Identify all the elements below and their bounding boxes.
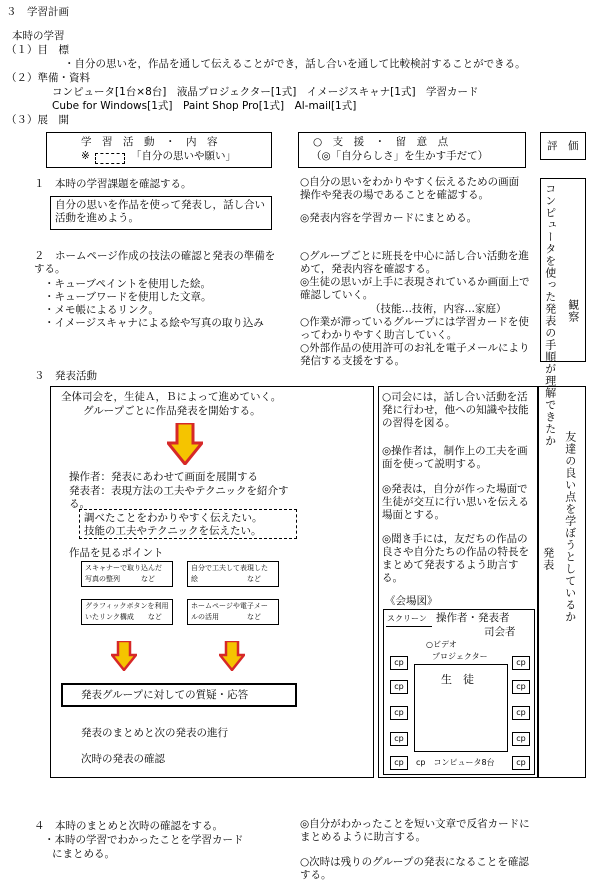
- step3-operator: 操作者：発表にあわせて画面を展開する: [69, 471, 258, 483]
- step1-title: １ 本時の学習課題を確認する。: [34, 178, 192, 190]
- step3-activity-box: [50, 386, 374, 778]
- step4-title: ４ 本時のまとめと次時の確認をする。: [34, 820, 223, 832]
- step2-support-1: ○グループごとに班長を中心に話し合い活動を進めて，発表内容を確認する。: [300, 250, 529, 276]
- step1-support-1: ○自分の思いをわかりやすく伝えるための画面操作や発表の場であることを確認する。: [300, 176, 520, 202]
- step3-support-3: ◎発表は，自分が作った場面で生徒が交互に行い思いを伝える場面とする。: [382, 483, 529, 522]
- venue-cp-label: cp コンピュータ8台: [416, 758, 495, 767]
- development-label: （３）展 開: [6, 114, 69, 126]
- computer-icon: cp: [390, 732, 408, 746]
- activity-header-title: 学 習 活 動 ・ 内 容: [81, 136, 218, 148]
- step4-line-3: にまとめる。: [52, 848, 115, 860]
- support-header-title: ○ 支 援 ・ 留 意 点: [313, 136, 449, 148]
- step4-support-2: ○次時は残りのグループの発表になることを確認する。: [300, 856, 529, 882]
- point-box-4: [187, 599, 279, 625]
- computer-icon: cp: [512, 732, 530, 746]
- eval1-box: [540, 178, 586, 447]
- step2-item-1: ・キューブペイントを使用した絵。: [44, 278, 212, 290]
- point-2-line-1: 自分で工夫して表現した: [191, 564, 268, 572]
- step1-support-2: ◎発表内容を学習カードにまとめる。: [300, 212, 478, 224]
- step4-line-2: ・本時の学習でわかったことを学習カード: [44, 834, 244, 846]
- point-4-line-2: ルの活用 など: [191, 613, 261, 621]
- computer-icon: cp: [390, 680, 408, 694]
- activity-header: [46, 132, 272, 168]
- eval1-method: 観察: [566, 299, 580, 323]
- step3-title: ３ 発表活動: [34, 370, 97, 382]
- point-box-1: [81, 561, 173, 587]
- eval-header: [540, 132, 586, 160]
- down-arrow-icon: [111, 641, 137, 671]
- venue-diagram: [383, 609, 535, 775]
- step3-intro-2: グループごとに作品発表を開始する。: [83, 405, 261, 417]
- venue-mc: 司会者: [484, 626, 516, 638]
- student-area: [414, 664, 508, 752]
- venue-screen: スクリーン: [387, 614, 427, 623]
- computer-icon: cp: [390, 656, 408, 670]
- point-1-line-1: スキャナーで取り込んだ: [85, 564, 162, 572]
- step2-title: ２ ホームページ作成の技法の確認と発表の準備をする。: [34, 250, 276, 276]
- support-header-note: （◎「自分らしさ」を生かす手だて）: [311, 150, 489, 162]
- activity-header-note-mark: ※: [81, 150, 90, 162]
- step3-support-2: ◎操作者は，制作上の工夫を画面を使って説明する。: [382, 445, 528, 471]
- step3-eval-method: 発表: [541, 547, 555, 571]
- goal-text: ・自分の思いを，作品を通して伝えることができ，話し合いを通して比較検討することができる。: [64, 58, 526, 70]
- support-header: [298, 132, 526, 168]
- computer-icon: cp: [512, 706, 530, 720]
- step2-support-2-note: （技能…技術，内容…家庭）: [370, 303, 507, 315]
- screen-line: [386, 626, 432, 627]
- venue-operator: 操作者・発表者: [436, 612, 510, 624]
- down-arrow-icon: [219, 641, 245, 671]
- step2-item-3: ・メモ帳によるリンク。: [44, 304, 159, 316]
- venue-title: 《会場図》: [385, 595, 438, 607]
- materials-line-2: Cube for Windows[1式] Paint Shop Pro[1式] Al-mail[1式]: [52, 100, 357, 112]
- computer-icon: cp: [390, 706, 408, 720]
- step3-support-1: ○司会には，話し合い活動を活発に行わせ，他への知識や技能の習得を図る。: [382, 391, 529, 430]
- eval-header-title: 評 価: [547, 140, 579, 152]
- sub-heading: 本時の学習: [12, 30, 65, 42]
- activity-header-note: 「自分の思いや願い」: [131, 150, 236, 162]
- point-3-line-1: グラフィックボタンを利用: [85, 602, 169, 610]
- point-1-line-2: 写真の整列 など: [85, 575, 155, 583]
- materials-line-1: コンピュータ[1台×8台] 液晶プロジェクター[1式] イメージスキャナ[1式] 学習カード: [52, 86, 479, 98]
- point-box-3: [81, 599, 173, 625]
- computer-icon: cp: [390, 756, 408, 770]
- down-arrow-icon: [167, 423, 203, 465]
- computer-icon: cp: [512, 680, 530, 694]
- step3-support-box: [378, 386, 538, 778]
- materials-label: （２）準備・資料: [6, 72, 90, 84]
- step1-task-box: 自分の思いを作品を使って発表し，話し合い活動を進めよう。: [50, 196, 272, 230]
- wish-line-2: 技能の工夫やテクニックを伝えたい。: [84, 525, 262, 537]
- step2-item-2: ・キューブワードを使用した文章。: [44, 291, 212, 303]
- computer-icon: cp: [512, 756, 530, 770]
- eval1-criteria: コンピュータを使った発表の手順が理解できたか: [543, 183, 557, 447]
- step3-support-4: ◎聞き手には，友だちの作品の良さや自分たちの作品の特長をまとめて発表するよう助言する。: [382, 533, 529, 585]
- dashed-legend-box: [95, 153, 125, 164]
- venue-projector-1: ○ビデオ: [426, 640, 457, 649]
- venue-students: 生 徒: [441, 673, 474, 686]
- wish-line-1: 調べたことをわかりやすく伝えたい。: [84, 512, 263, 524]
- step3-presenter: 発表者：表現方法の工夫やテクニックを紹介する。: [69, 485, 289, 511]
- step2-support-3: ○作業が滞っているグループには学習カードを使ってわかりやすく助言していく。: [300, 316, 529, 342]
- qa-box: [61, 683, 297, 707]
- step4-support-1: ◎自分がわかったことを短い文章で反省カードにまとめるように助言する。: [300, 818, 530, 844]
- step2-item-4: ・イメージスキャナによる絵や写真の取り込み: [44, 317, 264, 329]
- venue-projector-2: プロジェクター: [432, 652, 488, 661]
- step3-summary: 発表のまとめと次の発表の進行: [81, 727, 228, 739]
- step3-eval-box: [538, 386, 586, 778]
- goal-label: （１）目 標: [6, 44, 69, 56]
- qa-text: 発表グループに対しての質疑・応答: [81, 689, 249, 701]
- point-4-line-1: ホームページや電子メー: [191, 602, 268, 610]
- wish-dashed-box: [79, 509, 297, 539]
- point-box-2: [187, 561, 279, 587]
- step2-support-4: ○外部作品の使用許可のお礼を電子メールにより発信する支援をする。: [300, 342, 530, 368]
- points-title: 作品を見るポイント: [69, 547, 164, 559]
- step3-next: 次時の発表の確認: [81, 753, 165, 765]
- point-2-line-2: 絵 など: [191, 575, 261, 583]
- computer-icon: cp: [512, 656, 530, 670]
- point-3-line-2: いたリンク構成 など: [85, 613, 162, 621]
- step3-eval-criteria: 友達の良い点を学ぼうとしているか: [563, 431, 577, 623]
- step2-support-2: ◎生徒の思いが上手に表現されているか画面上で確認していく。: [300, 276, 530, 302]
- step3-intro-1: 全体司会を，生徒Ａ，Ｂによって進めていく。: [61, 391, 282, 403]
- section-heading: ３ 学習計画: [6, 6, 69, 18]
